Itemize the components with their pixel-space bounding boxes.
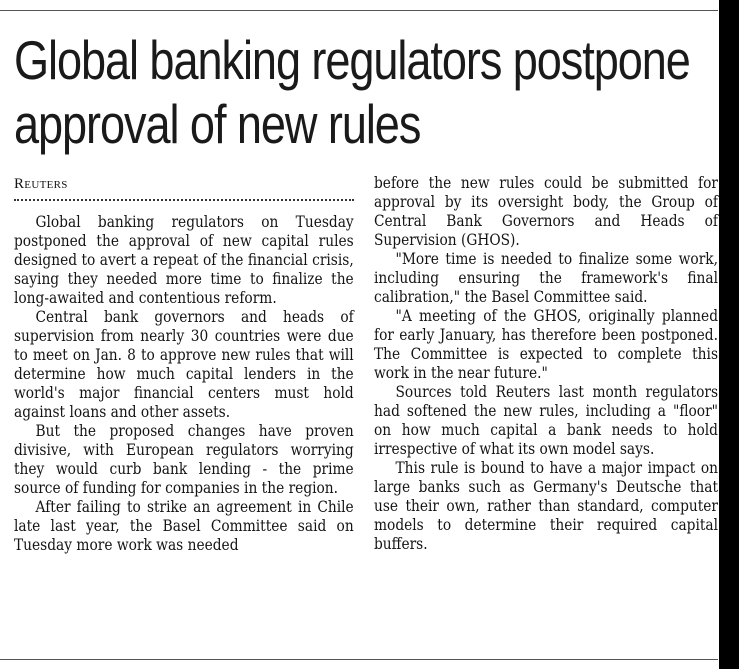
paragraph: But the proposed changes have proven divisive, with European regulators worrying they would curb bank lending - the prime source of funding for companies in the region.: [14, 421, 354, 497]
paragraph: before the new rules could be submitted for approval by its oversight body, the Group of Central Bank Governors and Heads of Supervision (GHOS).: [374, 173, 718, 249]
headline-line-2: approval of new rules: [14, 93, 421, 155]
page-edge-bar: [719, 0, 739, 669]
paragraph: This rule is bound to have a major impact on large banks such as Germany's Deutsche that use their own, rather than standard, computer models to determine their required capital buffers.: [374, 458, 718, 553]
paragraph: "A meeting of the GHOS, originally planned for early January, has therefore been postponed. The Committee is expected to complete this work in the near future.": [374, 306, 718, 382]
paragraph: "More time is needed to finalize some work, including ensuring the framework's final calibration," the Basel Committee said.: [374, 249, 718, 306]
article-column-right: [374, 173, 718, 553]
paragraph: Central bank governors and heads of supervision from nearly 30 countries were due to meet on Jan. 8 to approve new rules that will determine how much capital lenders in the world's major financial centers must hold against loans and other assets.: [14, 307, 354, 421]
headline-line-1: Global banking regulators postpone: [14, 29, 690, 91]
paragraph: Sources told Reuters last month regulators had softened the new rules, including a "floor" on how much capital a bank needs to hold irrespective of what its own model says.: [374, 382, 718, 458]
paragraph: Global banking regulators on Tuesday postponed the approval of new capital rules designed to avert a repeat of the financial crisis, saying they needed more time to finalize the long-awaited and contentious reform.: [14, 212, 354, 307]
paragraph: After failing to strike an agreement in Chile late last year, the Basel Committee said on Tuesday more work was needed: [14, 497, 354, 554]
byline-dotted-rule: [14, 199, 354, 201]
top-rule: [0, 10, 718, 11]
bottom-rule: [0, 659, 718, 660]
byline: Reuters: [14, 176, 68, 192]
headline: [14, 28, 690, 156]
article-column-left: [14, 212, 354, 554]
